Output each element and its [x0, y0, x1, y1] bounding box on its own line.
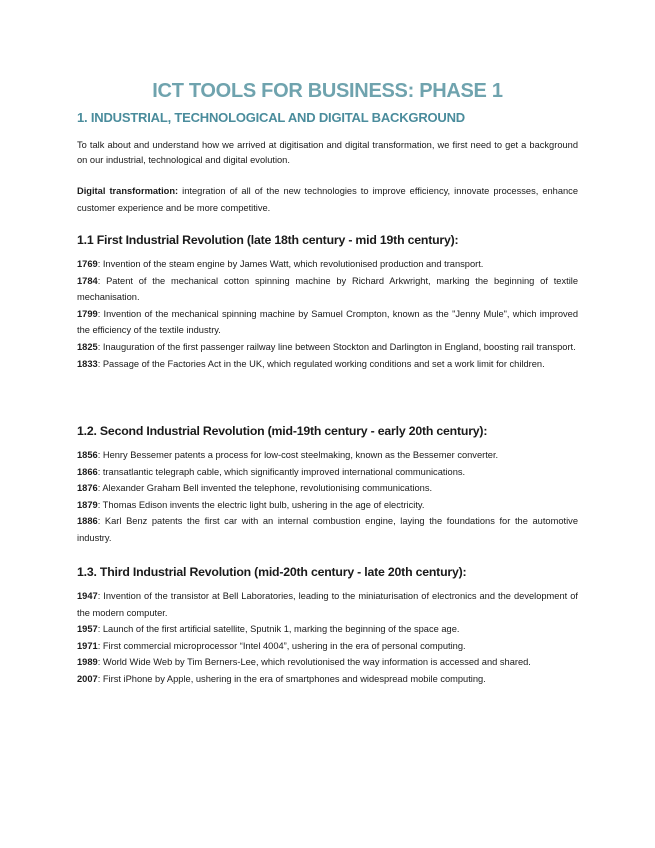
- timeline-item: [77, 256, 578, 273]
- timeline-text: : First iPhone by Apple, ushering in the era of smartphones and widespread mobile computing.: [97, 673, 486, 684]
- definition-text: integration of all of the new technologies to improve efficiency, innovate processes, enhance customer experience and be more competitive.: [77, 186, 579, 213]
- timeline-year: 1784: [77, 275, 98, 286]
- timeline-year: 1799: [77, 308, 98, 319]
- timeline-item: [77, 339, 578, 356]
- timeline-year: 1833: [77, 358, 98, 369]
- timeline-item: [77, 306, 578, 339]
- definition-paragraph: [77, 183, 578, 217]
- timeline-text: : World Wide Web by Tim Berners-Lee, which revolutionised the way information is accessed and shared.: [97, 657, 531, 668]
- timeline-text: : Passage of the Factories Act in the UK, which regulated working conditions and set a work limit for children.: [97, 358, 545, 369]
- definition-term: Digital transformation:: [77, 186, 179, 196]
- timeline-year: 1971: [77, 640, 98, 651]
- timeline-text: : Invention of the mechanical spinning machine by Samuel Crompton, known as the "Jenny Mule", which improved the efficiency of the textile industry.: [77, 308, 578, 336]
- timeline-item: [77, 464, 578, 481]
- timeline-year: 1957: [77, 624, 98, 635]
- intro-paragraph: To talk about and understand how we arrived at digitisation and digital transformation, we first need to get a background on our industrial, technological and digital evolution.: [77, 140, 578, 165]
- timeline-item: [77, 497, 578, 514]
- timeline-year: 2007: [77, 673, 98, 684]
- subsection-heading-2: 1.2. Second Industrial Revolution (mid-19th century - early 20th century):: [77, 424, 488, 438]
- timeline-text: : Inauguration of the first passenger railway line between Stockton and Darlington in England, boosting rail transport.: [97, 341, 576, 352]
- subsection-heading-1: 1.1 First Industrial Revolution (late 18th century - mid 19th century):: [77, 233, 459, 247]
- timeline-year: 1769: [77, 259, 98, 269]
- timeline-text: : transatlantic telegraph cable, which significantly improved international communications.: [97, 466, 466, 477]
- timeline-item: [77, 273, 578, 306]
- timeline-year: 1947: [77, 591, 98, 601]
- timeline-item: [77, 638, 578, 655]
- timeline-text: : Thomas Edison invents the electric light bulb, ushering in the age of electricity.: [97, 499, 425, 510]
- timeline-text: : Invention of the steam engine by James Watt, which revolutionised production and transport.: [97, 259, 484, 269]
- timeline-list-2: [77, 447, 578, 547]
- timeline-year: 1989: [77, 657, 98, 668]
- timeline-list-3: [77, 588, 578, 688]
- timeline-item: [77, 654, 578, 671]
- timeline-text: : First commercial microprocessor “Intel 4004”, ushering in the era of personal computing.: [97, 640, 466, 651]
- timeline-item: [77, 621, 578, 638]
- timeline-item: [77, 480, 578, 497]
- timeline-text: : Invention of the transistor at Bell Laboratories, leading to the miniaturisation of electronics and the development of the modern computer.: [77, 591, 578, 618]
- document-title: ICT TOOLS FOR BUSINESS: PHASE 1: [152, 80, 503, 102]
- timeline-item: [77, 356, 578, 373]
- timeline-text: : Patent of the mechanical cotton spinning machine by Richard Arkwright, marking the beginning of textile mechanisation.: [77, 275, 578, 303]
- timeline-item: [77, 447, 578, 464]
- timeline-text: : Henry Bessemer patents a process for low-cost steelmaking, known as the Bessemer converter.: [97, 450, 499, 460]
- timeline-year: 1886: [77, 516, 98, 527]
- timeline-text: : Launch of the first artificial satellite, Sputnik 1, marking the beginning of the space age.: [97, 624, 460, 635]
- timeline-year: 1856: [77, 450, 98, 460]
- section-heading: 1. INDUSTRIAL, TECHNOLOGICAL AND DIGITAL BACKGROUND: [77, 110, 465, 125]
- timeline-year: 1879: [77, 499, 98, 510]
- timeline-year: 1876: [77, 483, 98, 494]
- timeline-text: : Karl Benz patents the first car with an internal combustion engine, laying the foundations for the automotive industry.: [77, 516, 578, 543]
- timeline-text: : Alexander Graham Bell invented the telephone, revolutionising communications.: [97, 483, 433, 494]
- timeline-item: [77, 513, 578, 546]
- subsection-heading-3: 1.3. Third Industrial Revolution (mid-20th century - late 20th century):: [77, 565, 467, 579]
- timeline-item: [77, 671, 578, 688]
- timeline-year: 1866: [77, 466, 98, 477]
- timeline-list-1: [77, 256, 578, 372]
- timeline-year: 1825: [77, 341, 98, 352]
- timeline-item: [77, 588, 578, 621]
